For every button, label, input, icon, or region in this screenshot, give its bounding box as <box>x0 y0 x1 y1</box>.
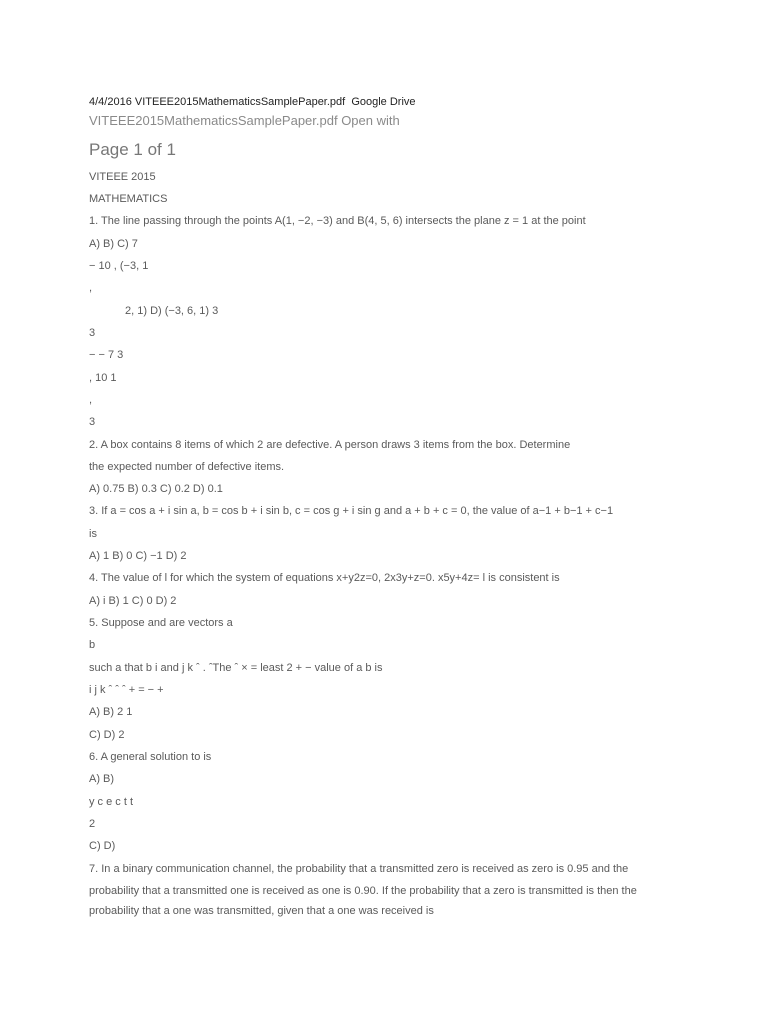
text-line: 2. A box contains 8 items of which 2 are defective. A person draws 3 items from the box. Determine <box>89 439 571 451</box>
page-indicator: Page 1 of 1 <box>89 140 176 159</box>
print-header: 4/4/2016 VITEEE2015MathematicsSamplePaper.pdf Google Drive <box>89 96 416 108</box>
subject-heading: MATHEMATICS <box>89 193 168 205</box>
text-line: A) B) C) 7 <box>89 238 138 250</box>
text-line: , <box>89 282 93 294</box>
text-line: such a that b i and j k ˆ . ˆThe ˆ × = least 2 + − value of a b is <box>89 662 383 674</box>
text-line: the expected number of defective items. <box>89 461 285 473</box>
text-line: 7. In a binary communication channel, the probability that a transmitted zero is received as zero is 0.95 and the <box>89 863 629 875</box>
text-line: 1. The line passing through the points A(1, −2, −3) and B(4, 5, 6) intersects the plane z = 1 at the point <box>89 215 586 227</box>
text-line: 3 <box>89 416 96 428</box>
text-line: probability that a one was transmitted, given that a one was received is <box>89 905 434 917</box>
text-line: C) D) 2 <box>89 729 125 741</box>
text-line: A) 1 B) 0 C) −1 D) 2 <box>89 550 187 562</box>
text-line: 3 <box>89 327 96 339</box>
text-line: y c e c t t <box>89 796 134 808</box>
text-line: 2, 1) D) (−3, 6, 1) 3 <box>125 305 219 317</box>
text-line: A) i B) 1 C) 0 D) 2 <box>89 595 177 607</box>
text-line: C) D) <box>89 840 116 852</box>
text-line: A) B) <box>89 773 115 785</box>
text-line: i j k ˆ ˆ ˆ + = − + <box>89 684 164 696</box>
text-line: 5. Suppose and are vectors a <box>89 617 233 629</box>
text-line: b <box>89 639 96 651</box>
text-line: 3. If a = cos a + i sin a, b = cos b + i sin b, c = cos g + i sin g and a + b + c = 0, the value of a−1 + b−1 + c−1 <box>89 505 614 517</box>
text-line: 2 <box>89 818 96 830</box>
text-line: − 10 , (−3, 1 <box>89 260 149 272</box>
text-line: probability that a transmitted one is received as one is 0.90. If the probability that a zero is transmitted is then the <box>89 885 637 897</box>
text-line: A) B) 2 1 <box>89 706 133 718</box>
text-line: is <box>89 528 97 540</box>
text-line: 4. The value of l for which the system of equations x+y2z=0, 2x3y+z=0. x5y+4z= l is consistent is <box>89 572 560 584</box>
text-line: A) 0.75 B) 0.3 C) 0.2 D) 0.1 <box>89 483 223 495</box>
file-name-open-with[interactable]: VITEEE2015MathematicsSamplePaper.pdf Open with <box>89 113 400 128</box>
text-line: − − 7 3 <box>89 349 124 361</box>
text-line: , 10 1 <box>89 372 117 384</box>
text-line: 6. A general solution to is <box>89 751 212 763</box>
exam-title: VITEEE 2015 <box>89 171 156 183</box>
text-line: , <box>89 394 93 406</box>
